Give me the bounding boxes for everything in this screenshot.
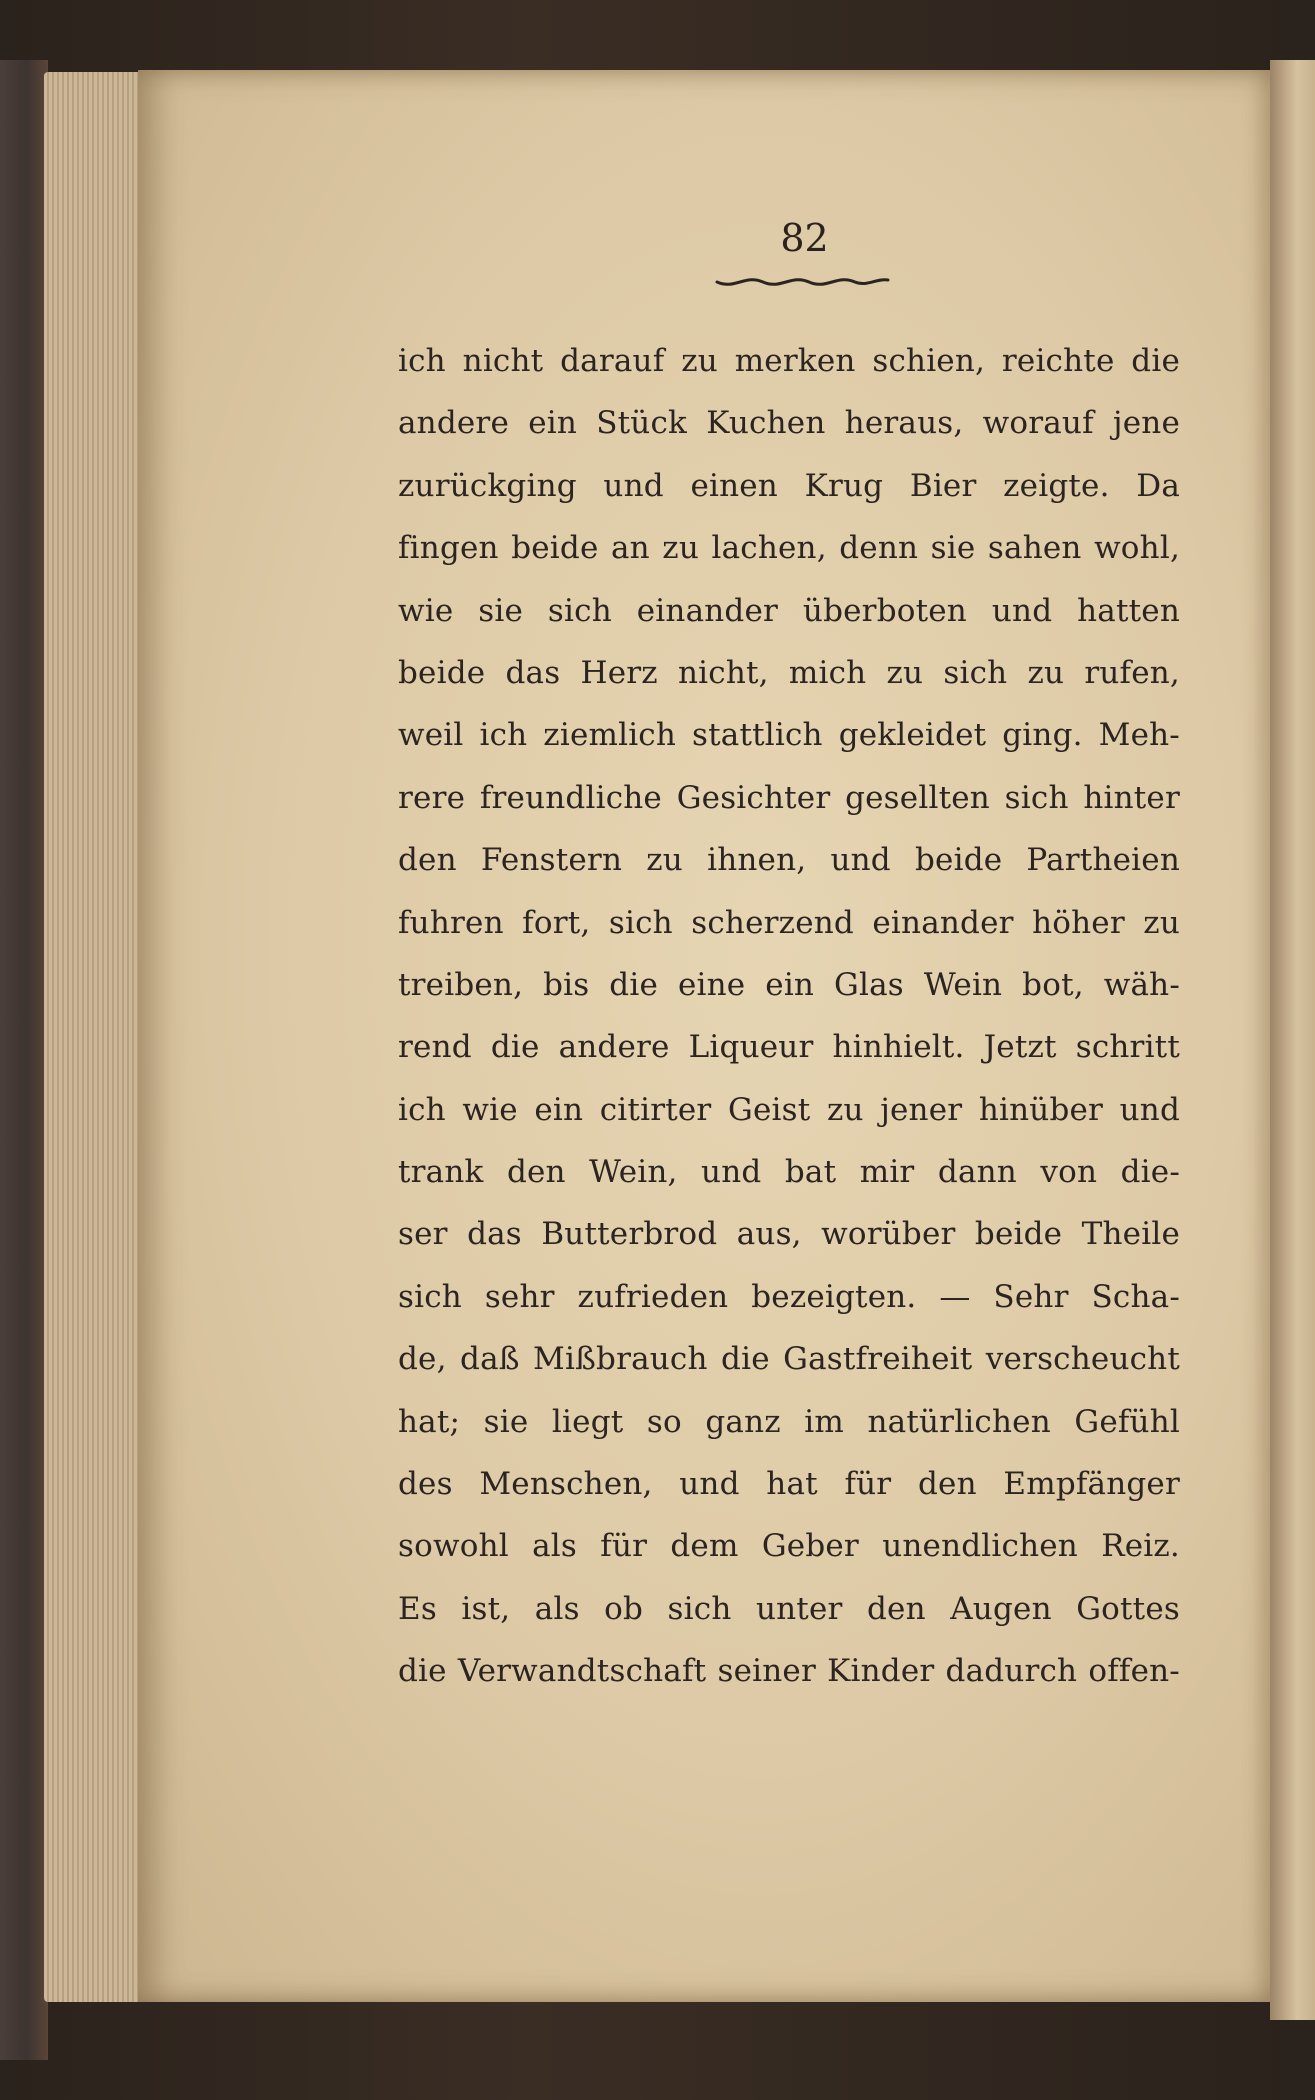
text-line: des Menschen, und hat für den Empfänger	[398, 1466, 1180, 1503]
text-line: sowohl als für dem Geber unendlichen Reiz.	[398, 1528, 1180, 1565]
text-line: ser das Butterbrod aus, worüber beide Theile	[398, 1216, 1180, 1253]
text-line: de, daß Mißbrauch die Gastfreiheit verscheucht	[398, 1341, 1180, 1378]
text-line: den Fenstern zu ihnen, und beide Partheien	[398, 842, 1180, 879]
text-line: weil ich ziemlich stattlich gekleidet ging. Meh-	[398, 717, 1180, 754]
text-line: rend die andere Liqueur hinhielt. Jetzt schritt	[398, 1029, 1180, 1066]
page-number: 82	[780, 216, 829, 260]
text-line: die Verwandtschaft seiner Kinder dadurch offen-	[398, 1653, 1180, 1690]
text-line: Es ist, als ob sich unter den Augen Gottes	[398, 1590, 1180, 1627]
facing-page-edge	[1270, 60, 1315, 2020]
text-line: fingen beide an zu lachen, denn sie sahen wohl,	[398, 530, 1180, 567]
text-line: beide das Herz nicht, mich zu sich zu rufen,	[398, 654, 1180, 691]
text-line: rere freundliche Gesichter gesellten sich hinter	[398, 779, 1180, 816]
text-line: trank den Wein, und bat mir dann von die-	[398, 1154, 1180, 1191]
body-text	[398, 330, 1180, 1703]
decorative-rule	[715, 272, 890, 292]
text-line: sich sehr zufrieden bezeigten. — Sehr Scha-	[398, 1278, 1180, 1315]
text-line: fuhren fort, sich scherzend einander höher zu	[398, 904, 1180, 941]
text-line: ich nicht darauf zu merken schien, reichte die	[398, 343, 1180, 379]
page-stack-edges	[44, 72, 148, 2002]
book-cover-edge	[0, 60, 48, 2060]
text-line: treiben, bis die eine ein Glas Wein bot, wäh-	[398, 966, 1180, 1003]
text-line: wie sie sich einander überboten und hatten	[398, 592, 1180, 629]
text-line: zurückging und einen Krug Bier zeigte. Da	[398, 467, 1180, 504]
text-line: hat; sie liegt so ganz im natürlichen Gefühl	[398, 1403, 1180, 1440]
text-line: ich wie ein citirter Geist zu jener hinüber und	[398, 1091, 1180, 1128]
text-line: andere ein Stück Kuchen heraus, worauf jene	[398, 405, 1180, 442]
